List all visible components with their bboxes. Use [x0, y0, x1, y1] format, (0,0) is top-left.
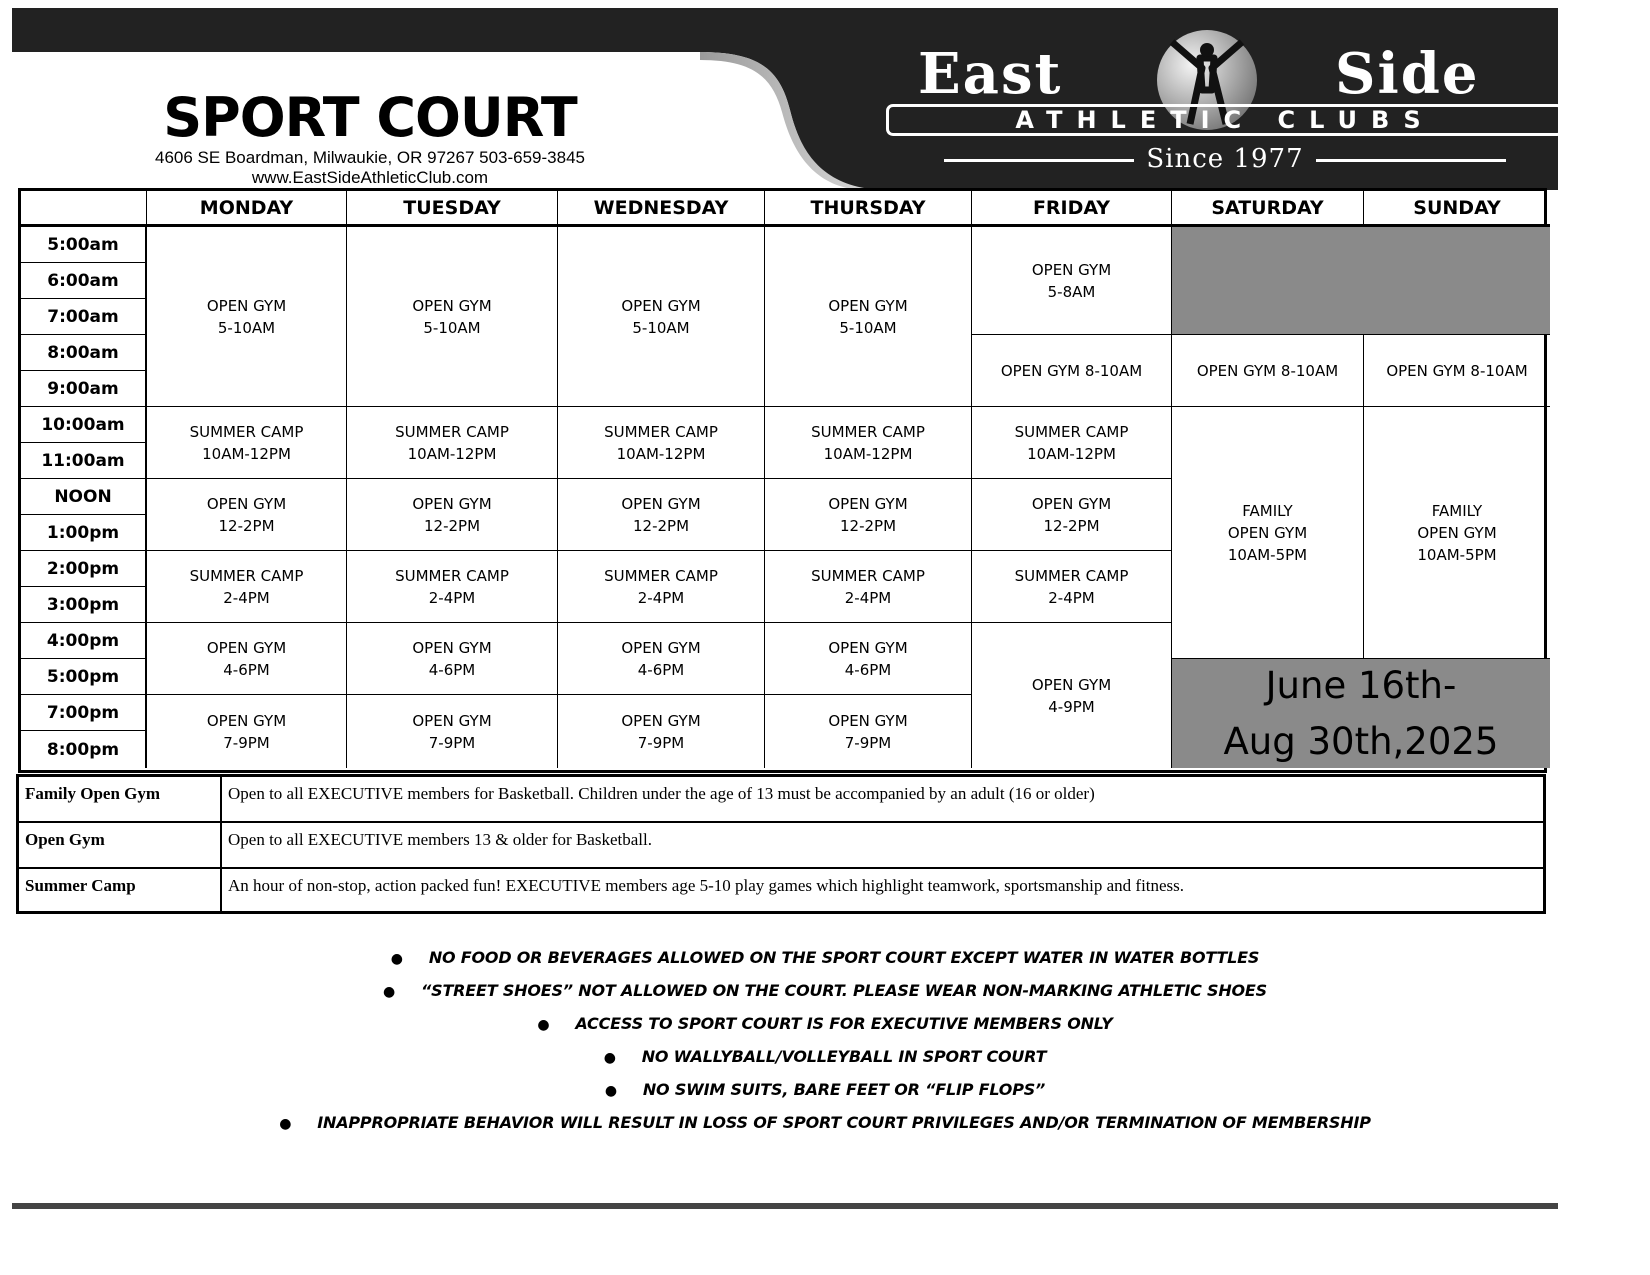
session-cell: OPEN GYM 12-2PM: [347, 479, 558, 551]
corner-cell: [21, 191, 147, 227]
session-cell: OPEN GYM 7-9PM: [147, 695, 347, 768]
bullet-icon: ●: [390, 951, 403, 967]
time-label: 5:00am: [21, 227, 147, 263]
time-label: 4:00pm: [21, 623, 147, 659]
session-cell: OPEN GYM 4-6PM: [347, 623, 558, 695]
session-cell: OPEN GYM 12-2PM: [558, 479, 765, 551]
closed-shaded-block: [1172, 227, 1550, 335]
session-cell: OPEN GYM 5-10AM: [147, 227, 347, 407]
east-side-logo: [880, 28, 1580, 188]
session-cell: SUMMER CAMP 2-4PM: [765, 551, 972, 623]
session-cell: FAMILY OPEN GYM 10AM-5PM: [1172, 407, 1364, 659]
time-label: 6:00am: [21, 263, 147, 299]
legend-description: Open to all EXECUTIVE members 13 & older for Basketball.: [222, 823, 1543, 869]
session-cell: OPEN GYM 5-10AM: [347, 227, 558, 407]
time-label: 9:00am: [21, 371, 147, 407]
day-header-thursday: THURSDAY: [765, 191, 972, 227]
rule-item: [0, 1074, 1650, 1107]
session-cell: OPEN GYM 4-6PM: [558, 623, 765, 695]
website-text: www.EastSideAthleticClub.com: [251, 168, 489, 187]
address-line: 4606 SE Boardman, Milwaukie, OR 97267 503-659-3845: [155, 148, 585, 167]
session-cell: SUMMER CAMP 2-4PM: [972, 551, 1172, 623]
legend-description: Open to all EXECUTIVE members for Basketball. Children under the age of 13 must be accompanied by an adult (16 or older): [222, 777, 1543, 823]
session-cell: OPEN GYM 5-10AM: [765, 227, 972, 407]
date-range-box: June 16th- Aug 30th,2025: [1172, 659, 1550, 768]
day-header-friday: FRIDAY: [972, 191, 1172, 227]
rule-text: INAPPROPRIATE BEHAVIOR WILL RESULT IN LOSS OF SPORT COURT PRIVILEGES AND/OR TERMINATION OF MEMBERSHIP: [317, 1113, 1371, 1132]
time-label: 11:00am: [21, 443, 147, 479]
day-header-saturday: SATURDAY: [1172, 191, 1364, 227]
session-cell: SUMMER CAMP 2-4PM: [147, 551, 347, 623]
session-cell: OPEN GYM 8-10AM: [972, 335, 1172, 407]
since-text: Since 1977: [1146, 144, 1304, 174]
rule-item: [0, 1008, 1650, 1041]
time-label: 1:00pm: [21, 515, 147, 551]
session-cell: OPEN GYM 4-6PM: [765, 623, 972, 695]
time-label: 5:00pm: [21, 659, 147, 695]
logo-since: [880, 144, 1570, 174]
legend-term: Open Gym: [19, 823, 222, 869]
logo-word-east: East: [918, 41, 1063, 107]
session-cell: SUMMER CAMP 2-4PM: [347, 551, 558, 623]
session-cell: SUMMER CAMP 10AM-12PM: [347, 407, 558, 479]
logo-banner: ATHLETIC CLUBS: [886, 104, 1564, 136]
rule-text: NO SWIM SUITS, BARE FEET OR “FLIP FLOPS”: [642, 1080, 1046, 1099]
rule-text: NO FOOD OR BEVERAGES ALLOWED ON THE SPORT COURT EXCEPT WATER IN WATER BOTTLES: [428, 948, 1260, 967]
legend-term: Family Open Gym: [19, 777, 222, 823]
bullet-icon: ●: [603, 1050, 616, 1066]
legend-description: An hour of non-stop, action packed fun! EXECUTIVE members age 5-10 play games which highlight teamwork, sportsmanship and fitness.: [228, 876, 1185, 895]
footer-divider: [12, 1203, 1558, 1209]
legend-table: [16, 774, 1546, 914]
title-block: [100, 88, 640, 188]
logo-word-side: Side: [1335, 41, 1480, 107]
rule-item: [0, 975, 1650, 1008]
time-label: 10:00am: [21, 407, 147, 443]
session-cell: SUMMER CAMP 10AM-12PM: [972, 407, 1172, 479]
session-cell: OPEN GYM 7-9PM: [347, 695, 558, 768]
legend-term: Summer Camp: [19, 869, 222, 911]
rule-text: ACCESS TO SPORT COURT IS FOR EXECUTIVE MEMBERS ONLY: [575, 1014, 1113, 1033]
time-label: 3:00pm: [21, 587, 147, 623]
time-label: 8:00am: [21, 335, 147, 371]
bullet-icon: ●: [383, 984, 396, 1000]
bullet-icon: ●: [279, 1116, 292, 1132]
session-cell: SUMMER CAMP 2-4PM: [558, 551, 765, 623]
time-label: 8:00pm: [21, 731, 147, 768]
rule-text: NO WALLYBALL/VOLLEYBALL IN SPORT COURT: [641, 1047, 1047, 1066]
page-title: SPORT COURT: [163, 86, 577, 149]
session-cell: SUMMER CAMP 10AM-12PM: [147, 407, 347, 479]
schedule-grid: [18, 188, 1547, 773]
time-label: 7:00pm: [21, 695, 147, 731]
session-cell: OPEN GYM 12-2PM: [972, 479, 1172, 551]
rule-item: [0, 1107, 1650, 1140]
session-cell: OPEN GYM 12-2PM: [147, 479, 347, 551]
rule-item: [0, 942, 1650, 975]
session-cell: OPEN GYM 7-9PM: [558, 695, 765, 768]
session-cell: OPEN GYM 4-9PM: [972, 623, 1172, 768]
session-cell: OPEN GYM 8-10AM: [1364, 335, 1550, 407]
day-header-wednesday: WEDNESDAY: [558, 191, 765, 227]
session-cell: SUMMER CAMP 10AM-12PM: [765, 407, 972, 479]
session-cell: OPEN GYM 5-10AM: [558, 227, 765, 407]
bullet-icon: ●: [604, 1083, 617, 1099]
session-cell: OPEN GYM 4-6PM: [147, 623, 347, 695]
time-label: 2:00pm: [21, 551, 147, 587]
time-label: NOON: [21, 479, 147, 515]
rule-text: “STREET SHOES” NOT ALLOWED ON THE COURT. PLEASE WEAR NON-MARKING ATHLETIC SHOES: [421, 981, 1267, 1000]
rule-item: [0, 1041, 1650, 1074]
day-header-sunday: SUNDAY: [1364, 191, 1550, 227]
session-cell: SUMMER CAMP 10AM-12PM: [558, 407, 765, 479]
session-cell: OPEN GYM 8-10AM: [1172, 335, 1364, 407]
day-header-tuesday: TUESDAY: [347, 191, 558, 227]
session-cell: OPEN GYM 7-9PM: [765, 695, 972, 768]
session-cell: OPEN GYM 12-2PM: [765, 479, 972, 551]
rules-list: [0, 942, 1650, 1140]
session-cell: OPEN GYM 5-8AM: [972, 227, 1172, 335]
time-label: 7:00am: [21, 299, 147, 335]
session-cell: FAMILY OPEN GYM 10AM-5PM: [1364, 407, 1550, 659]
bullet-icon: ●: [537, 1017, 550, 1033]
day-header-monday: MONDAY: [147, 191, 347, 227]
